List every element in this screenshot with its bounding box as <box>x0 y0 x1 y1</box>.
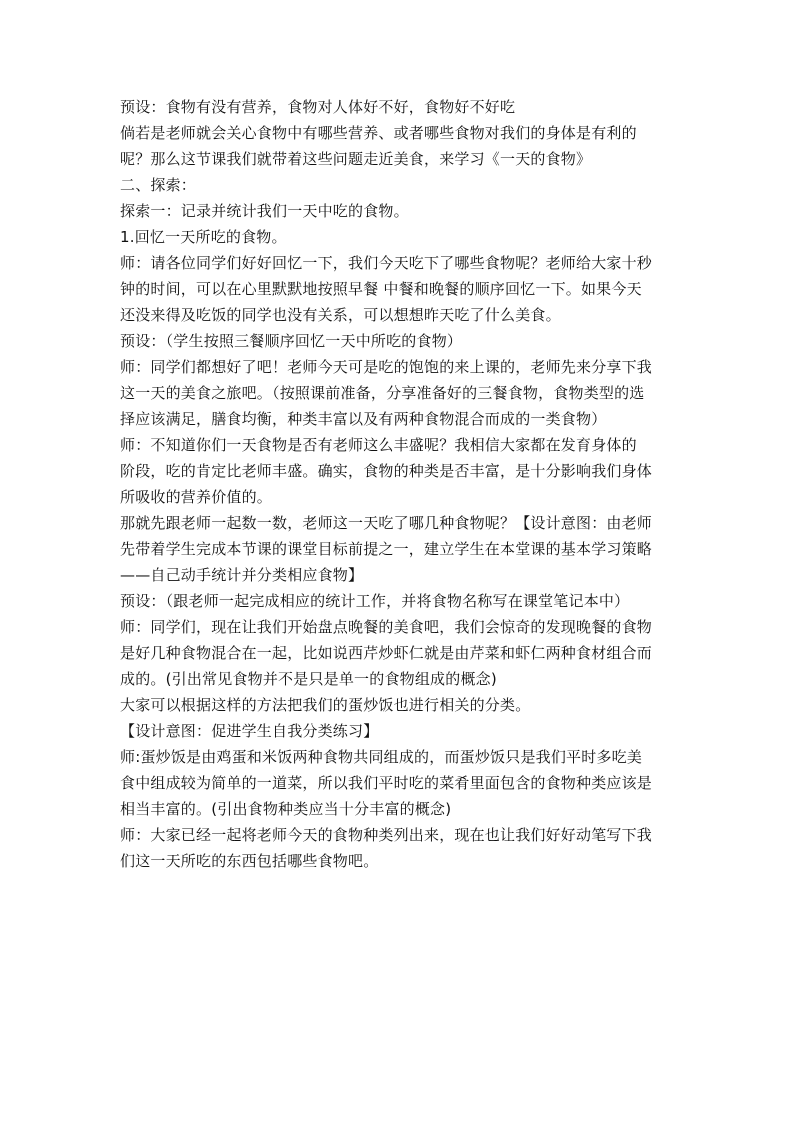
document-body <box>120 94 680 874</box>
text-line: 1.回忆一天所吃的食物。 <box>120 228 287 246</box>
text-line: 师：不知道你们一天食物是否有老师这么丰盛呢？我相信大家都在发育身体的 <box>120 436 637 454</box>
text-line: 师：同学们，现在让我们开始盘点晚餐的美食吧，我们会惊奇的发现晚餐的食物 <box>120 618 653 636</box>
text-line: 预设：（学生按照三餐顺序回忆一天中所吃的食物） <box>120 332 463 350</box>
text-line: 食中组成较为简单的一道菜，所以我们平时吃的菜肴里面包含的食物种类应该是 <box>120 774 653 792</box>
text-line: 倘若是老师就会关心食物中有哪些营养、或者哪些食物对我们的身体是有利的 <box>120 124 637 142</box>
text-line: 相当丰富的。(引出食物种类应当十分丰富的概念) <box>120 800 452 818</box>
section-heading: 二、探索： <box>120 176 197 194</box>
text-line: 钟的时间，可以在心里默默地按照早餐 中餐和晚餐的顺序回忆一下。如果今天 <box>120 280 642 298</box>
text-line: 师：同学们都想好了吧！老师今天可是吃的饱饱的来上课的，老师先来分享下我 <box>120 358 653 376</box>
text-line: 预设：食物有没有营养，食物对人体好不好，食物好不好吃 <box>120 98 516 116</box>
text-line: 那就先跟老师一起数一数，老师这一天吃了哪几种食物呢？【设计意图：由老师 <box>120 514 653 532</box>
text-line: 择应该满足，膳食均衡，种类丰富以及有两种食物混合而成的一类食物） <box>120 410 607 428</box>
text-line: 师:蛋炒饭是由鸡蛋和米饭两种食物共同组成的，而蛋炒饭只是我们平时多吃美 <box>120 748 643 766</box>
text-line: 们这一天所吃的东西包括哪些食物吧。 <box>120 852 379 870</box>
text-line: 是好几种食物混合在一起，比如说西芹炒虾仁就是由芹菜和虾仁两种食材组合而 <box>120 644 653 662</box>
text-line: 先带着学生完成本节课的课堂目标前提之一，建立学生在本堂课的基本学习策略 <box>120 540 653 558</box>
text-line: 师：大家已经一起将老师今天的食物种类列出来，现在也让我们好好动笔写下我 <box>120 826 653 844</box>
text-line: 大家可以根据这样的方法把我们的蛋炒饭也进行相关的分类。 <box>120 696 531 714</box>
text-line: 这一天的美食之旅吧。（按照课前准备，分享准备好的三餐食物，食物类型的选 <box>120 384 645 402</box>
text-line: 师：请各位同学们好好回忆一下，我们今天吃下了哪些食物呢？老师给大家十秒 <box>120 254 653 272</box>
text-line: 【设计意图：促进学生自我分类练习】 <box>120 722 379 740</box>
text-line: 呢？那么这节课我们就带着这些问题走近美食，来学习《一天的食物》 <box>120 150 592 168</box>
text-line: 所吸收的营养价值的。 <box>120 488 273 506</box>
text-line: 阶段，吃的肯定比老师丰盛。确实，食物的种类是否丰富，是十分影响我们身体 <box>120 462 653 480</box>
text-line: 成的。(引出常见食物并不是只是单一的食物组成的概念) <box>120 670 497 688</box>
subsection-heading: 探索一：记录并统计我们一天中吃的食物。 <box>120 202 409 220</box>
text-line: ——自己动手统计并分类相应食物】 <box>120 566 364 584</box>
text-line: 还没来得及吃饭的同学也没有关系，可以想想昨天吃了什么美食。 <box>120 306 561 324</box>
text-line: 预设：（跟老师一起完成相应的统计工作，并将食物名称写在课堂笔记本中） <box>120 592 630 610</box>
